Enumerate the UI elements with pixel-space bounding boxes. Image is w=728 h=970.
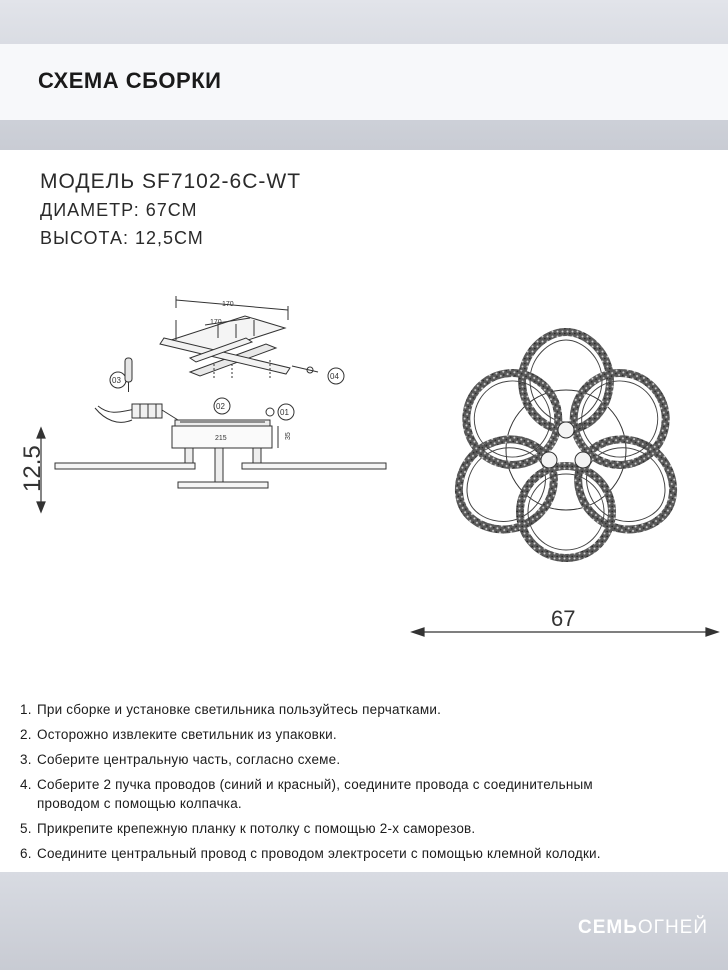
top-view: [442, 332, 690, 558]
svg-text:01: 01: [280, 408, 289, 417]
diameter-dimension-label: 67: [551, 606, 576, 631]
model-label: МОДЕЛЬ SF7102-6C-WT: [40, 170, 302, 193]
diameter-label: ДИАМЕТР: 67СМ: [40, 200, 198, 220]
mounting-bracket: [160, 296, 318, 380]
height-dimension-label: 12.5: [19, 445, 46, 492]
list-item: 5. Прикрепите крепежную планку к потолку с помощью 2-х саморезов.: [20, 821, 476, 836]
side-view: [55, 296, 386, 488]
assembly-diagram: [0, 280, 728, 660]
list-item: 2. Осторожно извлеките светильник из упаковки.: [20, 727, 337, 742]
svg-text:02: 02: [216, 402, 225, 411]
brand-logo: СЕМЬОГНЕЙ: [577, 917, 708, 938]
instruction-list: [20, 700, 720, 869]
base-height-label: 35: [285, 432, 292, 440]
list-item: 4. Соберите 2 пучка проводов (синий и красный), соедините провода с соединительным проводом с помощью колпачка.: [20, 777, 593, 811]
height-label: ВЫСОТА: 12,5СМ: [40, 228, 204, 248]
page-title: СХЕМА СБОРКИ: [38, 68, 222, 93]
list-item: 3. Соберите центральную часть, согласно схеме.: [20, 752, 341, 767]
list-item: 1. При сборке и установке светильника пользуйтесь перчатками.: [20, 702, 442, 717]
base-width-label: 215: [215, 435, 227, 442]
svg-text:04: 04: [330, 372, 339, 381]
bracket-dim-outer: 170: [222, 301, 234, 308]
list-item: 6. Соедините центральный провод с проводом электросети с помощью клемной колодки.: [20, 846, 601, 861]
svg-text:03: 03: [112, 376, 121, 385]
circle-ring: [520, 466, 612, 558]
bracket-dim-inner: 170: [210, 319, 222, 326]
